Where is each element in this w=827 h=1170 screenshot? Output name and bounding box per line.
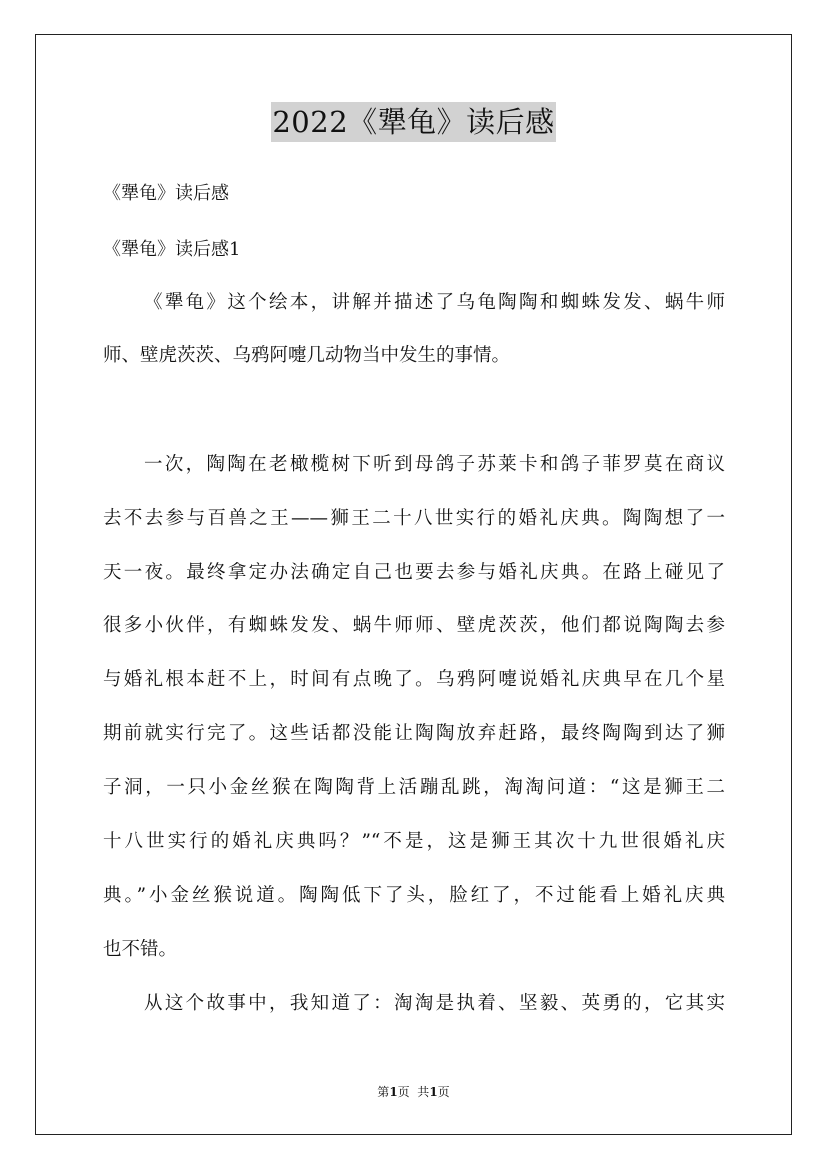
paragraph-2-line: 很多小伙伴，有蜘蛛发发、蜗牛师师、壁虎茨茨，他们都说陶陶去参 [103,615,725,636]
page-footer [0,1084,827,1100]
footer-total-pages: 1 [429,1085,438,1099]
paragraph-2-line: 十八世实行的婚礼庆典吗？”“不是，这是狮王其次十九世很婚礼庆 [103,831,725,852]
paragraph-1-line: 《犟龟》这个绘本，讲解并描述了乌龟陶陶和蜘蛛发发、蜗牛师 [144,292,725,313]
paragraph-2-line: 一次，陶陶在老橄榄树下听到母鸽子苏莱卡和鸽子菲罗莫在商议 [144,454,725,475]
document-subtitle: 《犟龟》读后感 [103,183,229,204]
paragraph-3-line: 从这个故事中，我知道了：淘淘是执着、坚毅、英勇的，它其实 [144,993,725,1014]
document-title: 2022《犟龟》读后感 [271,102,555,142]
paragraph-2-line: 天一夜。最终拿定办法确定自己也要去参与婚礼庆典。在路上碰见了 [103,562,725,583]
paragraph-2-line: 与婚礼根本赶不上，时间有点晚了。乌鸦阿嚏说婚礼庆典早在几个星 [103,669,725,690]
paragraph-2-line: 也不错。 [103,939,178,960]
footer-page-prefix: 第 [377,1085,390,1099]
paragraph-2-line: 子洞，一只小金丝猴在陶陶背上活蹦乱跳，淘淘问道：“这是狮王二 [103,777,725,798]
footer-page-mid: 页 共 [397,1085,430,1099]
paragraph-2-line: 典。”小金丝猴说道。陶陶低下了头，脸红了，不过能看上婚礼庆典 [103,885,725,906]
footer-page-suffix: 页 [437,1085,450,1099]
paragraph-2-line: 期前就实行完了。这些话都没能让陶陶放弃赶路，最终陶陶到达了狮 [103,723,725,744]
title-container [0,102,827,142]
footer-page-number: 1 [389,1085,398,1099]
paragraph-2-line: 去不去参与百兽之王——狮王二十八世实行的婚礼庆典。陶陶想了一 [103,508,725,529]
section-heading: 《犟龟》读后感1 [103,239,241,260]
paragraph-1-line: 师、壁虎茨茨、乌鸦阿嚏几动物当中发生的事情。 [103,345,511,366]
